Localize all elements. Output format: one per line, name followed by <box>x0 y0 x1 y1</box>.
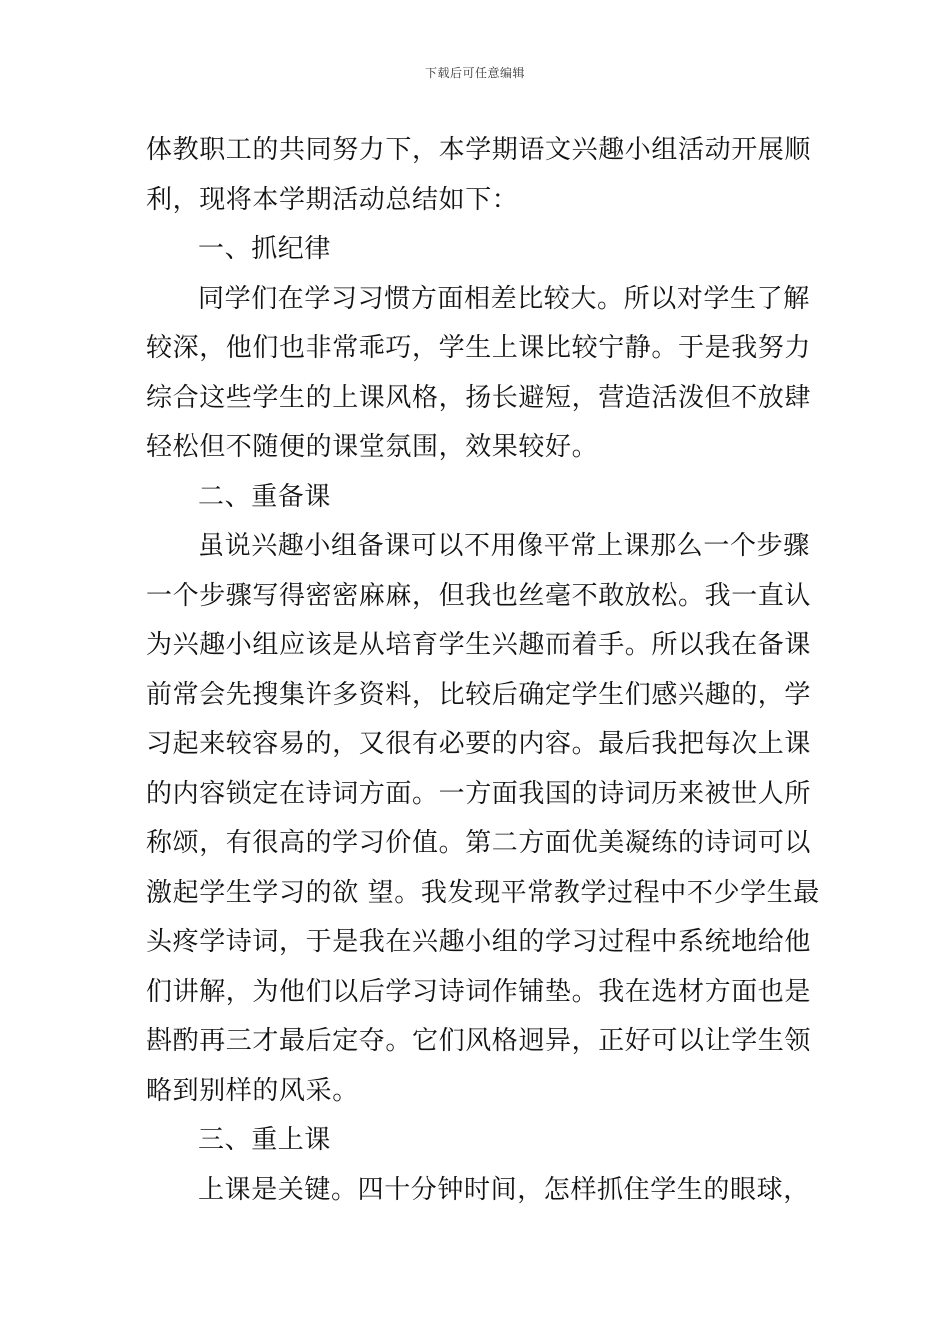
text-line: 同学们在学习习惯方面相差比较大。所以对学生了解 <box>198 283 810 314</box>
document-body <box>146 126 820 1215</box>
text-line: 利，现将本学期活动总结如下： <box>146 184 519 215</box>
text-line: 二、重备课 <box>198 481 332 512</box>
text-line: 一、抓纪律 <box>198 234 332 264</box>
text-line: 综合这些学生的上课风格，扬长避短，营造活泼但不放肆 <box>146 382 812 413</box>
text-line: 体教职工的共同努力下，本学期语文兴趣小组活动开展顺 <box>146 135 812 165</box>
text-line: 激起学生学习的欲 望。我发现平常教学过程中不少学生最 <box>146 877 820 908</box>
text-line: 较深，他们也非常乖巧，学生上课比较宁静。于是我努力 <box>146 333 812 363</box>
text-line: 略到别样的风采。 <box>146 1075 359 1106</box>
text-line: 前常会先搜集许多资料，比较后确定学生们感兴趣的，学 <box>146 679 812 710</box>
text-line: 的内容锁定在诗词方面。一方面我国的诗词历来被世人所 <box>146 778 812 809</box>
page-header: 下载后可任意编辑 <box>424 66 525 80</box>
text-line: 们讲解，为他们以后学习诗词作铺垫。我在选材方面也是 <box>146 976 812 1007</box>
text-line: 头疼学诗词，于是我在兴趣小组的学习过程中系统地给他 <box>146 927 812 957</box>
text-line: 习起来较容易的，又很有必要的内容。最后我把每次上课 <box>146 729 812 759</box>
text-line: 一个步骤写得密密麻麻，但我也丝毫不敢放松。我一直认 <box>146 580 812 611</box>
text-line: 虽说兴趣小组备课可以不用像平常上课那么一个步骤 <box>198 531 810 561</box>
text-line: 斟酌再三才最后定夺。它们风格迥异，正好可以让学生领 <box>146 1026 812 1056</box>
text-line: 上课是关键。四十分钟时间，怎样抓住学生的眼球， <box>198 1174 810 1205</box>
text-line: 三、重上课 <box>198 1125 332 1155</box>
text-line: 轻松但不随便的课堂氛围，效果较好。 <box>146 432 599 462</box>
text-line: 称颂，有很高的学习价值。第二方面优美凝练的诗词可以 <box>146 828 812 858</box>
text-line: 为兴趣小组应该是从培育学生兴趣而着手。所以我在备课 <box>146 630 812 660</box>
